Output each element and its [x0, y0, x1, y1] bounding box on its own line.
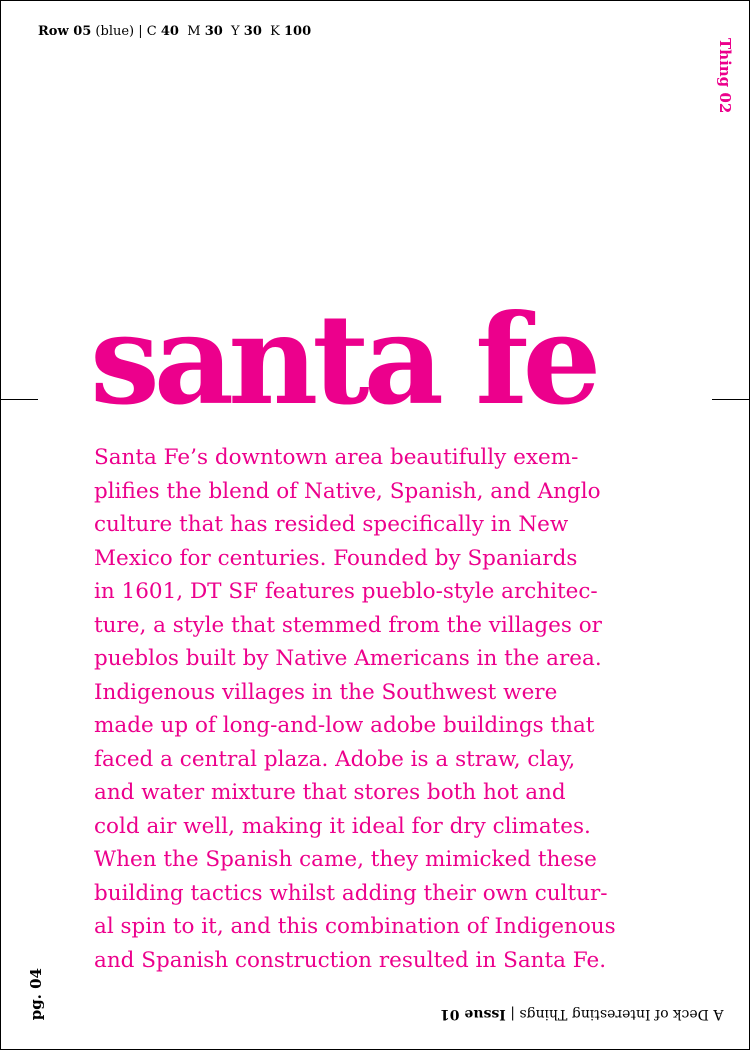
- deck-name: A Deck of Interesting Things: [519, 1006, 724, 1022]
- thing-label: Thing 02: [716, 38, 734, 114]
- body-line: plifies the blend of Native, Spanish, and Anglo: [94, 478, 601, 504]
- cmyk-m-label: M: [187, 24, 201, 39]
- row-color-name: (blue): [91, 24, 135, 39]
- page-number: pg. 04: [27, 968, 45, 1021]
- body-line: and Spanish construction resulted in Santa Fe.: [94, 947, 607, 973]
- body-line: Santa Fe’s downtown area beautifully exem-: [94, 445, 579, 470]
- body-line: building tactics whilst adding their own cultur-: [94, 880, 608, 906]
- cmyk-c-value: 40: [160, 24, 179, 39]
- cmyk-m-value: 30: [204, 24, 223, 39]
- body-paragraph: [94, 441, 616, 977]
- body-line: pueblos built by Native Americans in the area.: [94, 646, 602, 671]
- cmyk-y-value: 30: [243, 24, 262, 39]
- color-row-label: [38, 24, 311, 39]
- cmyk-k-value: 100: [284, 24, 312, 39]
- body-line: ture, a style that stemmed from the villages or: [94, 612, 602, 638]
- cmyk-y-label: Y: [231, 24, 240, 39]
- body-line: cold air well, making it ideal for dry climates.: [94, 813, 591, 839]
- body-line: in 1601, DT SF features pueblo-style architec-: [94, 579, 598, 604]
- issue-number: Issue 01: [440, 1006, 506, 1022]
- left-crop-mark: [0, 399, 38, 400]
- row-number: Row 05: [38, 24, 92, 39]
- body-line: Mexico for centuries. Founded by Spaniards: [94, 545, 578, 571]
- body-line: faced a central plaza. Adobe is a straw, clay,: [94, 746, 576, 772]
- header-separator: |: [134, 24, 147, 39]
- body-line: and water mixture that stores both hot and: [94, 780, 566, 805]
- cmyk-k-label: K: [270, 24, 280, 39]
- page-title: santa fe: [90, 288, 596, 433]
- footer-separator: |: [505, 1006, 520, 1022]
- body-line: culture that has resided specifically in New: [94, 512, 569, 537]
- body-line: made up of long-and-low adobe buildings that: [94, 713, 595, 738]
- body-line: al spin to it, and this combination of Indigenous: [94, 914, 616, 939]
- body-line: Indigenous villages in the Southwest were: [94, 679, 558, 705]
- cmyk-c-label: C: [146, 24, 157, 39]
- body-line: When the Spanish came, they mimicked these: [94, 847, 597, 872]
- right-crop-mark: [712, 399, 750, 400]
- footer-credit: [440, 1006, 723, 1022]
